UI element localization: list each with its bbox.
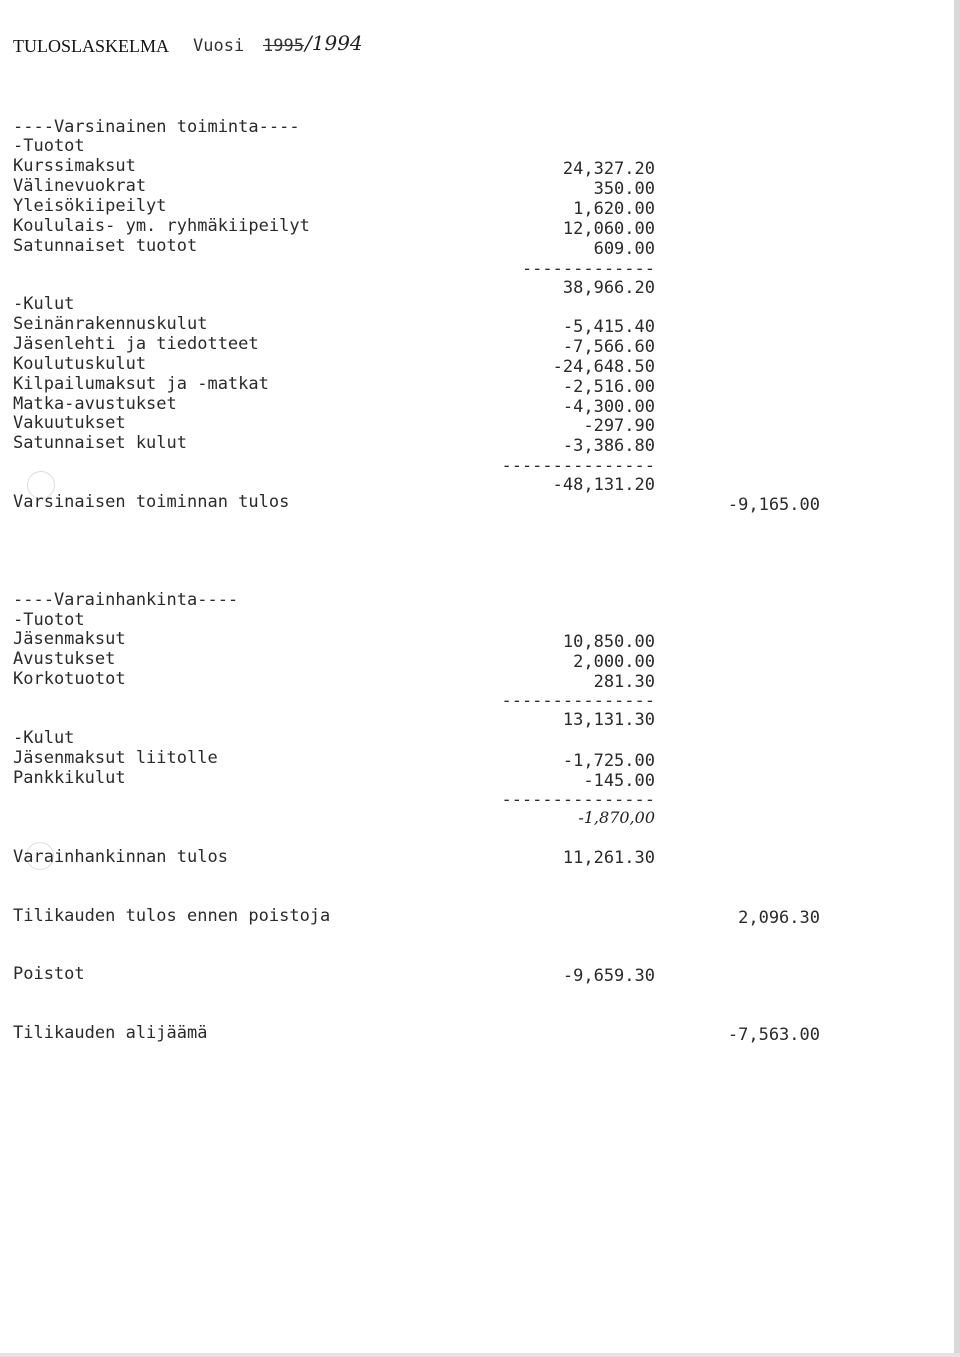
income-total: 38,966.20 (562, 278, 655, 298)
line-label: Kilpailumaksut ja -matkat (13, 374, 269, 394)
line-label: Yleisökiipeilyt (13, 196, 167, 216)
income-heading: -Tuotot (13, 610, 85, 630)
subtotal-rule: ------------- (521, 259, 655, 279)
line-value: -2,516.00 (562, 377, 655, 397)
line-value: 24,327.20 (562, 159, 655, 179)
line-value: 609.00 (593, 239, 655, 259)
line-label: Satunnaiset tuotot (13, 236, 198, 256)
section-result-label: Varainhankinnan tulos (13, 847, 228, 867)
expense-heading: -Kulut (13, 294, 75, 314)
line-value: -1,725.00 (562, 751, 655, 771)
section-heading-varainhankinta: ----Varainhankinta---- (13, 590, 239, 610)
year-handwritten: /1994 (305, 31, 363, 55)
summary-value: 2,096.30 (738, 908, 820, 928)
line-value: 1,620.00 (573, 199, 655, 219)
year-struck: 1995 (263, 36, 304, 56)
income-total: 13,131.30 (562, 710, 655, 730)
line-label: Koulutuskulut (13, 354, 147, 374)
line-label: Kurssimaksut (13, 156, 136, 176)
line-label: Pankkikulut (13, 768, 126, 788)
summary-label: Tilikauden alijäämä (13, 1023, 208, 1043)
line-value: -5,415.40 (562, 317, 655, 337)
expense-total-handwritten: -1,870,00 (578, 808, 655, 827)
line-value: 350.00 (593, 179, 655, 199)
summary-value: -9,659.30 (562, 966, 655, 986)
document-title: TULOSLASKELMA (13, 36, 169, 56)
line-label: Jäsenmaksut liitolle (13, 748, 218, 768)
line-value: -24,648.50 (552, 357, 655, 377)
line-value: -297.90 (583, 416, 655, 436)
expense-total: -48,131.20 (552, 475, 655, 495)
line-label: Välinevuokrat (13, 176, 147, 196)
line-label: Koululais- ym. ryhmäkiipeilyt (13, 216, 310, 236)
summary-label: Tilikauden tulos ennen poistoja (13, 906, 331, 926)
line-value: 10,850.00 (562, 632, 655, 652)
year-label: Vuosi (193, 36, 245, 56)
section-result-value: 11,261.30 (562, 848, 655, 868)
subtotal-rule: --------------- (501, 790, 655, 810)
line-label: Seinänrakennuskulut (13, 314, 208, 334)
line-label: Matka-avustukset (13, 394, 177, 414)
line-label: Satunnaiset kulut (13, 433, 187, 453)
line-label: Jäsenmaksut (13, 629, 126, 649)
income-heading: -Tuotot (13, 136, 85, 156)
line-label: Jäsenlehti ja tiedotteet (13, 334, 259, 354)
line-value: 12,060.00 (562, 219, 655, 239)
expense-heading: -Kulut (13, 728, 75, 748)
line-value: -4,300.00 (562, 397, 655, 417)
summary-value: -7,563.00 (727, 1025, 820, 1045)
line-value: 2,000.00 (573, 652, 655, 672)
section-heading-varsinainen: ----Varsinainen toiminta---- (13, 117, 300, 137)
line-label: Avustukset (13, 649, 116, 669)
summary-label: Poistot (13, 964, 85, 984)
line-value: -7,566.60 (562, 337, 655, 357)
page-bottom-edge (0, 1353, 960, 1357)
line-value: 281.30 (593, 672, 655, 692)
line-value: -145.00 (583, 771, 655, 791)
line-label: Korkotuotot (13, 669, 126, 689)
line-value: -3,386.80 (562, 436, 655, 456)
page-edge-shadow (954, 0, 960, 1357)
subtotal-rule: --------------- (501, 691, 655, 711)
line-label: Vakuutukset (13, 413, 126, 433)
section-result-value: -9,165.00 (727, 495, 820, 515)
subtotal-rule: --------------- (501, 456, 655, 476)
section-result-label: Varsinaisen toiminnan tulos (13, 492, 290, 512)
